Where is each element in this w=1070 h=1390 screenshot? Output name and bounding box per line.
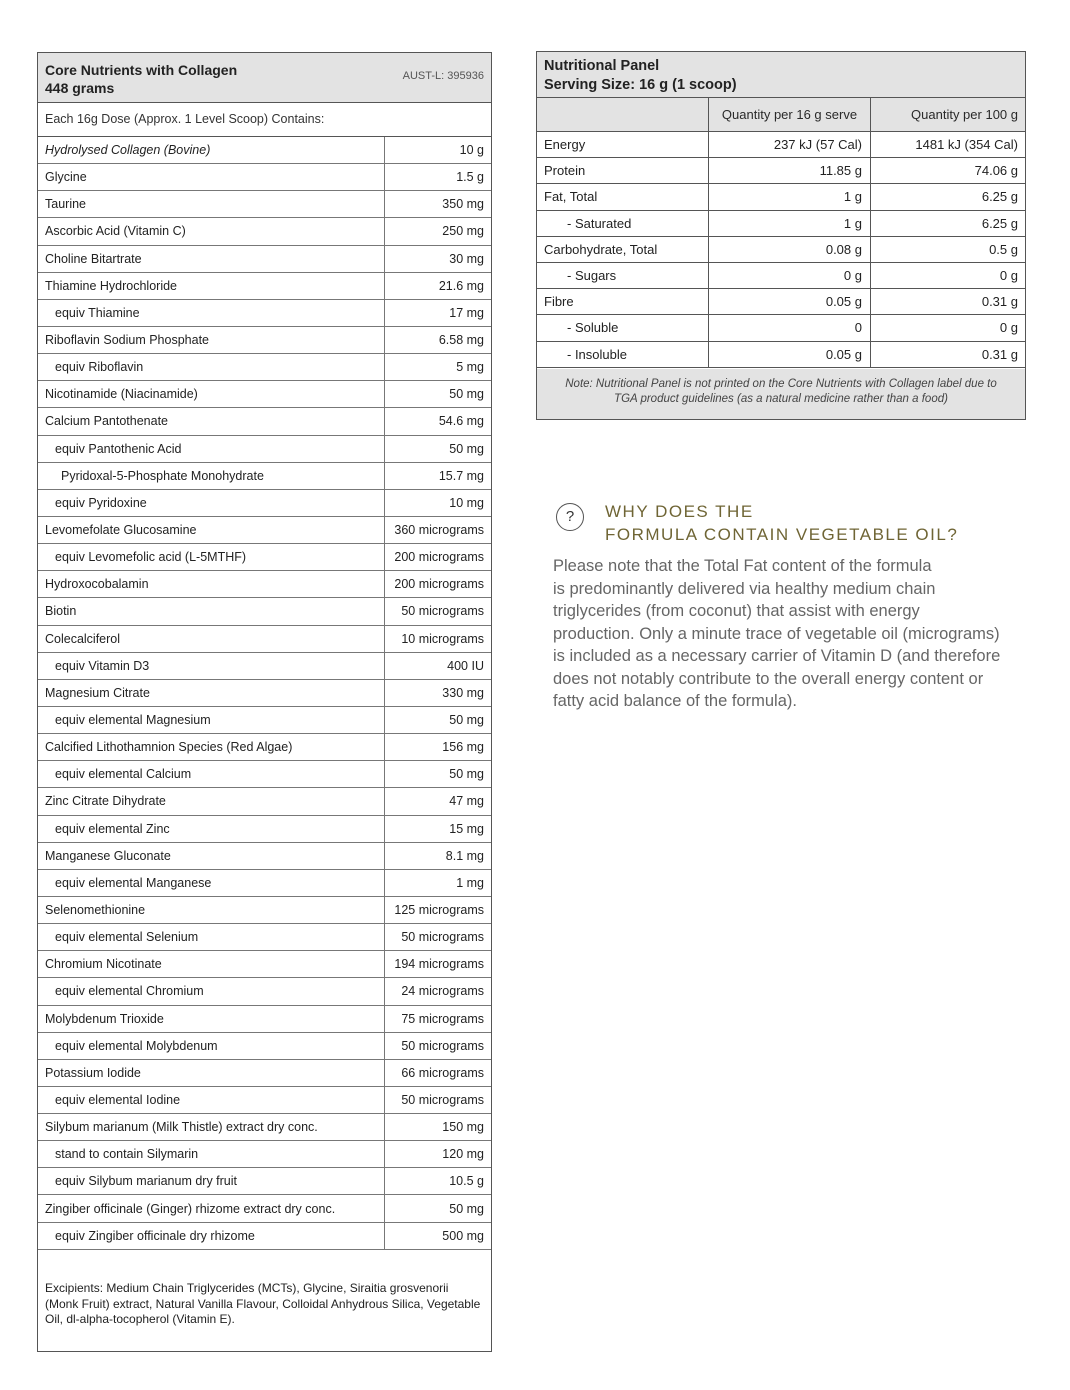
nutrition-row [537,289,1025,315]
ingredient-row [38,273,491,300]
ingredient-quantity: 50 mg [449,713,484,728]
why-body-line: Please note that the Total Fat content of the formula [553,557,932,575]
ingredient-row [38,544,491,571]
ingredient-row [38,1141,491,1168]
ingredient-quantity: 6.58 mg [438,333,484,348]
nutrition-note [537,369,1025,419]
ingredient-name: equiv Pantothenic Acid [55,441,182,456]
nutrient-name: Fibre [544,294,574,310]
ingredient-row [38,490,491,517]
nutrient-per-100g: 0.31 g [870,289,1025,314]
serving-size: Serving Size: 16 g (1 scoop) [544,77,737,93]
ingredient-name: Colecalciferol [45,631,121,646]
nutrient-per-serve: 0.05 g [708,342,870,367]
ingredient-quantity: 50 micrograms [401,1092,484,1107]
ingredients-header [38,53,491,103]
ingredient-quantity: 200 micrograms [394,550,484,565]
ingredient-name: equiv elemental Selenium [55,930,199,945]
ingredient-quantity: 30 mg [449,251,484,266]
ingredient-quantity: 5 mg [456,360,484,375]
nutrient-per-serve: 11.85 g [708,158,870,183]
nutrition-row [537,132,1025,158]
ingredient-quantity: 10 g [459,143,484,158]
ingredient-row [38,598,491,625]
ingredient-row [38,870,491,897]
ingredient-quantity: 15 mg [449,821,484,836]
ingredient-name: Calcium Pantothenate [45,414,168,429]
ingredient-name: Selenomethionine [45,903,146,917]
ingredient-row [38,816,491,843]
ingredient-quantity: 400 IU [447,658,484,673]
nutrition-column-headers [537,98,1025,132]
ingredient-name: equiv Vitamin D3 [55,658,150,673]
nutrient-per-100g: 0 g [870,263,1025,288]
ingredient-name: Calcified Lithothamnion Species (Red Algae) [45,740,293,755]
question-icon: ? [556,503,584,531]
nutrient-per-serve: 0 g [708,263,870,288]
nutrient-per-100g: 74.06 g [870,158,1025,183]
ingredient-name: Thiamine Hydrochloride [45,278,178,293]
ingredient-name: Zingiber officinale (Ginger) rhizome extract dry conc. [45,1201,336,1216]
why-body-line: is included as a necessary carrier of Vitamin D (and therefore [553,647,1001,665]
ingredient-name: equiv Zingiber officinale dry rhizome [55,1228,255,1243]
nutrient-name: - Insoluble [567,346,627,362]
ingredient-quantity: 156 mg [442,740,484,755]
ingredients-panel [37,52,492,1352]
ingredient-name: Biotin [45,604,77,619]
ingredient-name: Hydroxocobalamin [45,577,149,592]
ingredient-name: equiv elemental Molybdenum [55,1038,218,1053]
ingredient-row [38,680,491,707]
ingredient-name: Choline Bitartrate [45,251,142,266]
ingredients-table [38,137,491,1250]
ingredient-row [38,463,491,490]
ingredient-quantity: 10 micrograms [401,631,484,646]
dose-description: Each 16g Dose (Approx. 1 Level Scoop) Contains: [38,103,491,137]
ingredient-quantity: 54.6 mg [438,414,484,429]
ingredient-name: Molybdenum Trioxide [45,1011,164,1026]
nutrient-per-100g: 6.25 g [870,184,1025,209]
ingredient-name: equiv elemental Calcium [55,767,192,782]
nutrient-per-serve: 1 g [708,211,870,236]
product-weight: 448 grams [45,80,115,96]
ingredient-quantity: 50 micrograms [401,604,484,619]
ingredient-name: equiv Pyridoxine [55,495,147,510]
ingredient-row [38,381,491,408]
ingredient-name: equiv elemental Chromium [55,984,204,999]
ingredient-quantity: 50 mg [449,387,484,402]
nutrient-per-serve: 237 kJ (57 Cal) [708,132,870,157]
why-body-line: does not notably contribute to the overall energy content or [553,669,984,688]
ingredient-name: equiv Levomefolic acid (L-5MTHF) [55,550,247,565]
nutrition-row [537,263,1025,289]
ingredient-quantity: 10 mg [449,495,484,510]
ingredient-name: equiv Riboflavin [55,360,144,375]
column-header-per-100g: Quantity per 100 g [870,98,1025,131]
column-header-per-serve: Quantity per 16 g serve [708,98,870,131]
why-body-line: production. Only a minute trace of vegetable oil (micrograms) [553,624,1000,643]
product-name: Core Nutrients with Collagen [45,62,238,78]
nutrient-per-100g: 0.5 g [870,237,1025,262]
ingredient-row [38,1223,491,1250]
ingredient-row [38,924,491,951]
ingredient-quantity: 50 mg [449,441,484,456]
nutrition-row [537,342,1025,368]
ingredient-row [38,1087,491,1114]
ingredient-quantity: 125 micrograms [394,903,484,917]
ingredient-quantity: 24 micrograms [401,984,484,999]
ingredient-row [38,951,491,978]
ingredient-name: Taurine [45,197,86,212]
ingredient-name: Riboflavin Sodium Phosphate [45,333,209,348]
ingredient-row [38,408,491,435]
ingredient-row [38,246,491,273]
nutrient-per-100g: 6.25 g [870,211,1025,236]
nutrient-per-serve: 0 [708,315,870,340]
ingredient-name: Levomefolate Glucosamine [45,523,197,538]
ingredient-name: Nicotinamide (Niacinamide) [45,387,198,402]
nutrient-name: - Soluble [567,320,619,336]
ingredient-quantity: 120 mg [442,1147,484,1162]
product-title [45,61,237,97]
nutrient-per-serve: 0.05 g [708,289,870,314]
ingredient-row [38,1114,491,1141]
ingredient-row [38,191,491,218]
nutrient-per-serve: 0.08 g [708,237,870,262]
ingredient-name: Manganese Gluconate [45,848,171,863]
ingredient-quantity: 500 mg [442,1228,484,1243]
ingredient-row [38,571,491,598]
nutrient-name: - Sugars [567,268,617,284]
ingredient-quantity: 8.1 mg [445,848,484,863]
nutritional-panel-title: Nutritional Panel [544,58,660,74]
ingredient-row [38,218,491,245]
ingredient-quantity: 1 mg [456,875,484,890]
ingredient-row [38,978,491,1005]
nutrient-per-100g: 1481 kJ (354 Cal) [870,132,1025,157]
ingredient-name: Pyridoxal-5-Phosphate Monohydrate [61,468,264,483]
ingredient-row [38,137,491,164]
nutrient-name: - Saturated [567,215,632,231]
nutrient-name: Carbohydrate, Total [544,241,658,257]
nutrient-name: Fat, Total [544,189,598,205]
ingredient-quantity: 330 mg [442,685,484,700]
ingredient-name: equiv elemental Manganese [55,875,212,890]
nutrition-note-line: Note: Nutritional Panel is not printed on the Core Nutrients with Collagen label due to [565,378,997,390]
nutrition-row [537,184,1025,210]
ingredient-row [38,1060,491,1087]
ingredient-name: Glycine [45,170,87,185]
nutrient-per-serve: 1 g [708,184,870,209]
ingredient-name: Ascorbic Acid (Vitamin C) [45,224,186,239]
excipients-text: Excipients: Medium Chain Triglycerides (MCTs), Glycine, Siraitia grosvenorii (Monk Fruit) extract, Natural Vanilla Flavour, Colloidal Anhydrous Silica, Vegetable Oil, dl-alpha-tocopherol (Vitamin E). [45,1281,481,1326]
nutrition-row [537,315,1025,341]
ingredient-row [38,788,491,815]
ingredient-quantity: 21.6 mg [438,278,484,293]
ingredient-name: equiv Thiamine [55,305,140,320]
nutrient-name: Energy [544,137,586,153]
ingredient-name: Potassium Iodide [45,1065,141,1080]
ingredient-row [38,164,491,191]
ingredient-row [38,626,491,653]
ingredient-quantity: 66 micrograms [401,1065,484,1080]
ingredient-row [38,653,491,680]
ingredient-quantity: 1.5 g [456,170,484,185]
ingredient-row [38,897,491,924]
ingredient-name: Hydrolysed Collagen (Bovine) [45,143,211,158]
nutrition-row [537,237,1025,263]
ingredient-quantity: 200 micrograms [394,577,484,592]
why-heading [605,500,958,546]
nutritional-panel [536,51,1026,420]
ingredient-quantity: 10.5 g [449,1174,484,1189]
ingredient-quantity: 75 micrograms [401,1011,484,1026]
ingredient-quantity: 350 mg [442,197,484,212]
ingredient-name: equiv elemental Zinc [55,821,170,836]
ingredient-row [38,843,491,870]
ingredient-name: Magnesium Citrate [45,685,150,700]
ingredient-row [38,1195,491,1222]
ingredient-name: equiv elemental Magnesium [55,713,211,728]
ingredient-row [38,1168,491,1195]
ingredient-name: Chromium Nicotinate [45,957,162,972]
ingredient-name: stand to contain Silymarin [55,1147,199,1162]
why-heading-line: FORMULA CONTAIN VEGETABLE OIL? [605,525,959,544]
ingredient-row [38,517,491,544]
ingredient-quantity: 50 micrograms [401,1038,484,1053]
ingredient-quantity: 15.7 mg [438,468,484,483]
nutrition-note-line: TGA product guidelines (as a natural medicine rather than a food) [614,393,948,405]
ingredient-row [38,707,491,734]
nutrient-per-100g: 0 g [870,315,1025,340]
ingredient-row [38,761,491,788]
nutrient-name: Protein [544,163,586,179]
ingredient-row [38,1033,491,1060]
ingredient-name: equiv Silybum marianum dry fruit [55,1174,238,1189]
ingredient-quantity: 360 micrograms [394,523,484,538]
nutrition-table [537,132,1025,368]
ingredient-quantity: 17 mg [449,305,484,320]
ingredient-quantity: 150 mg [442,1120,484,1135]
ingredient-row [38,1006,491,1033]
ingredient-row [38,734,491,761]
why-body-line: fatty acid balance of the formula). [553,692,797,710]
nutrient-per-100g: 0.31 g [870,342,1025,367]
why-explanation [553,555,1033,713]
ingredient-name: Silybum marianum (Milk Thistle) extract dry conc. [45,1120,318,1135]
nutrition-row [537,158,1025,184]
why-body-line: triglycerides (from coconut) that assist with energy [553,602,920,620]
ingredient-quantity: 50 mg [449,1201,484,1216]
nutrition-row [537,211,1025,237]
aust-l-number: AUST-L: 395936 [402,70,484,82]
ingredient-row [38,327,491,354]
ingredient-row [38,436,491,463]
ingredient-quantity: 50 mg [449,767,484,782]
ingredient-quantity: 250 mg [442,224,484,239]
ingredient-name: Zinc Citrate Dihydrate [45,794,166,809]
why-heading-line: WHY DOES THE [605,502,754,521]
ingredient-quantity: 47 mg [449,794,484,809]
nutritional-panel-header [537,52,1025,98]
ingredient-quantity: 50 micrograms [401,930,484,945]
ingredient-name: equiv elemental Iodine [55,1092,181,1107]
why-body-line: is predominantly delivered via healthy medium chain [553,579,936,598]
ingredient-quantity: 194 micrograms [394,957,484,972]
ingredient-row [38,300,491,327]
ingredient-row [38,354,491,381]
